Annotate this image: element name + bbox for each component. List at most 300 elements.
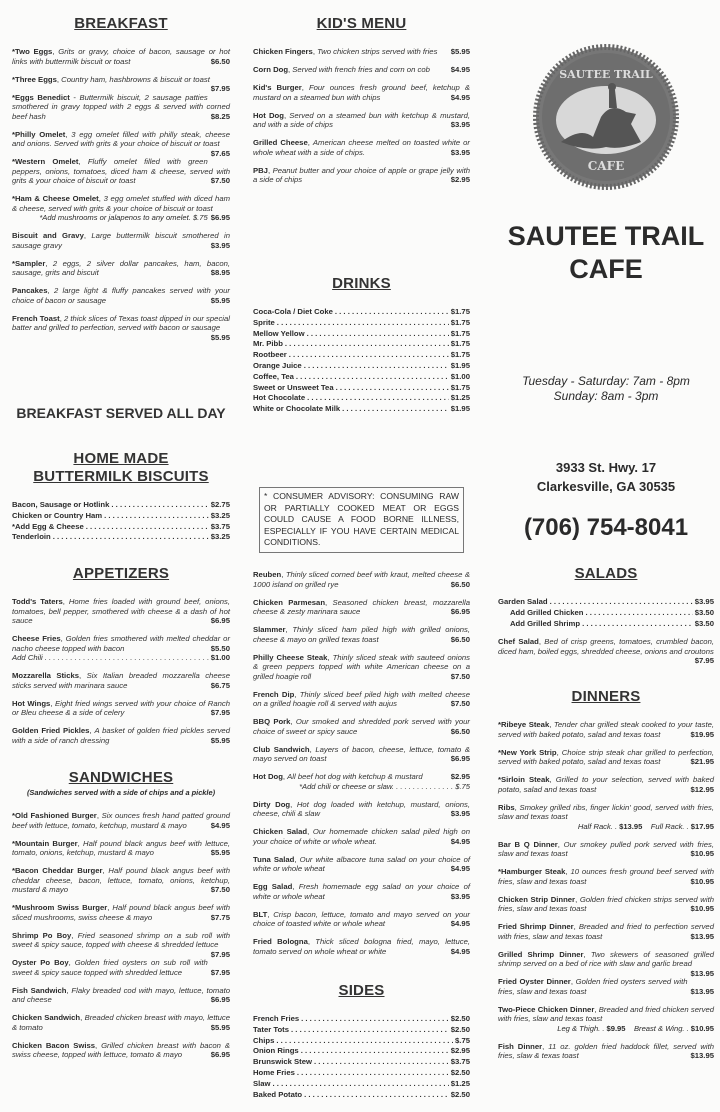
menu-item: *Western Omelet, Fluffy omelet filled with green peppers, onions, tomatoes, diced ham & cheese, served with grits & your choice of biscuit or toast $7.50 [12,157,230,185]
dot-leader [304,361,449,372]
item-options [498,1024,714,1034]
item-description: Our smokey pulled pork served with fries, slaw and texas toast [498,839,714,858]
item-name: Fried Bologna [253,937,308,946]
item-price: $1.25 [450,1078,470,1088]
menu-item: Oyster Po Boy, Golden fried oysters on sub roll with sweet & spicy sauce topped with shredded lettuce $7.95 [12,958,230,977]
sandwiches-section [12,769,230,1060]
item-name: Two-Piece Chicken Dinner [498,1004,595,1014]
item-description: Half pound black angus beef with lettuce, tomato, onions, ketchup, mustard & mayo [12,838,230,857]
item-price: $4.95 [450,836,470,846]
option-label: Breast & Wing. . [633,1023,689,1033]
item-price: $6.95 [210,616,230,625]
drinks-list [253,307,470,415]
item-name: Fried Oyster Dinner [498,977,571,986]
menu-item: Club Sandwich, Layers of bacon, cheese, lettuce, tomato & mayo served on toast $6.95 [253,744,470,763]
item-price: $6.50 [450,726,470,736]
item-price: $7.75 [210,912,230,922]
item-description: Fluffy omelet filled with green peppers, onions, tomatoes, diced ham & cheese, served with grits & your choice of biscuit or toast [12,157,230,185]
menu-item: Reuben, Thinly sliced corned beef with kraut, melted cheese & 1000 island on grilled rye $6.50 [253,570,470,589]
menu-item: French Toast, 2 thick slices of Texas toast dipped in our special batter and grilled to perfection, served with bacon or sausage $5.95 [12,313,230,342]
dot-leader [335,307,449,318]
item-price: $7.95 [210,949,230,959]
item-name: Coffee, Tea [253,371,294,381]
item-name: Chef Salad [498,637,539,647]
dinners-list [498,720,714,1061]
biscuits-list [12,500,230,543]
item-name: Hot Dog [253,110,284,120]
item-price: $13.95 [690,986,714,996]
item-price: $5.95 [450,47,470,56]
item-name: Onion Rings [253,1046,299,1056]
cafe-title [498,220,714,286]
item-price: $1.95 [450,360,470,370]
list-item [253,1025,470,1036]
menu-item: *New York Strip, Choice strip steak char grilled to perfection, served with baked potato, salad and texas toast $21.95 [498,747,714,766]
dot-leader [289,350,449,361]
item-price: $6.50 [450,579,470,589]
dot-leader [53,532,209,543]
list-item [253,383,470,394]
drinks-section [253,275,470,480]
appetizers-heading: APPETIZERS [72,565,170,582]
item-description: Served with french fries and corn on cob [292,65,430,74]
dot-leader [307,329,449,340]
item-price: $6.95 [210,1050,230,1059]
item-price: $6.95 [210,213,230,222]
menu-item: Kid's Burger, Four ounces fresh ground beef, ketchup & mustard on a steamed bun with chips $4.95 [253,83,470,102]
item-price: $5.95 [210,1022,230,1032]
option-price: $10.95 [690,1023,714,1033]
item-description: Golden fried chicken strips served with fries, slaw and texas toast [498,894,714,913]
item-description: Served on a steamed bun with ketchup & mustard, and with a side of chips [253,110,470,129]
menu-item: *Bacon Cheddar Burger, Half pound black angus beef with cheddar cheese, bacon, lettuce, tomato, onions, ketchup, mustard & mayo $7.50 [12,866,230,894]
item-name: Chips [253,1035,275,1045]
item-price: $4.95 [210,820,230,830]
dinners-heading: DINNERS [571,688,641,705]
item-description: 2 eggs, 2 silver dollar pancakes, ham, bacon, sausage, grits and biscuit [12,258,231,277]
item-name: Golden Fried Pickles [12,726,90,735]
biscuits-heading-line2: BUTTERMILK BISCUITS [33,468,209,485]
item-price: $13.95 [690,1051,714,1060]
item-name: Sprite [253,317,275,327]
dot-leader [291,1025,449,1036]
item-price: $7.95 [210,708,230,717]
biscuits-heading-line1: HOME MADE [73,450,169,467]
item-price: $7.95 [210,967,230,977]
menu-item: Egg Salad, Fresh homemade egg salad on your choice of white or whole wheat $3.95 [253,882,470,901]
item-price: $4.95 [450,92,470,102]
breakfast-list [12,47,231,342]
item-price: $1.75 [450,317,470,327]
advisory-section [253,487,470,570]
sides-list [253,1014,470,1100]
item-name: Grilled Shrimp Dinner [498,949,584,959]
address-city: Clarkesville, GA 30535 [536,479,676,494]
item-description: Country ham, hashbrowns & biscuit or toast [61,74,210,84]
item-price: $1.95 [450,404,470,414]
menu-item: Two-Piece Chicken Dinner, Breaded and fried chicken served with fries, slaw and texas toast [498,1004,714,1023]
item-description: 3 egg omelet filled with philly steak, cheese and onions. Served with grits & your choice of biscuit or toast [12,129,230,148]
item-name: *New York Strip [498,747,557,757]
appetizers-list [12,597,230,745]
list-item [12,532,230,543]
item-description: Thinly sliced corned beef with kraut, melted cheese & 1000 island on grilled rye [253,570,470,589]
middle-column [253,15,470,1100]
hours-weekday: Tuesday - Saturday: 7am - 8pm [522,374,690,388]
menu-item: *Mountain Burger, Half pound black angus beef with lettuce, tomato, onions, ketchup, mustard & mayo $5.95 [12,838,230,857]
item-price: $3.95 [694,597,714,606]
item-description: Our white albacore tuna salad on your choice of white or whole wheat [253,854,470,873]
biscuits-section [12,450,230,563]
item-price: $7.95 [210,84,230,93]
hours [498,374,714,404]
item-price: $4.95 [450,919,470,928]
item-price: $5.50 [210,643,230,653]
dot-leader [296,372,449,383]
item-name: Ribs [498,802,515,812]
item-name: Garden Salad [498,597,548,606]
item-price: $1.75 [450,350,470,360]
dot-leader [301,1014,449,1025]
option-price: $17.95 [690,821,714,831]
menu-item: Mozzarella Sticks, Six Italian breaded mozzarella cheese sticks served with marinara sauce $6.75 [12,671,230,690]
item-options [498,822,714,832]
item-price: $1.75 [450,339,470,349]
item-description: Four ounces fresh ground beef, ketchup & mustard on a steamed bun with chips [253,83,470,102]
item-name: Chicken Salad [253,827,308,836]
list-item [12,500,230,511]
item-description: All beef hot dog with ketchup & mustard [287,772,423,781]
menu-item: Chicken Salad, Our homemade chicken salad piled high on your choice of white or whole wheat. $4.95 [253,827,470,846]
menu-item: Golden Fried Pickles, A basket of golden fried pickles served with a side of ranch dressing $5.95 [12,726,230,745]
item-price: $3.50 [694,618,714,628]
hours-sunday: Sunday: 8am - 3pm [553,389,659,403]
menu-item: Hot Wings, Eight fried wings served with your choice of Ranch or Bleu cheese & a side of celery $7.95 [12,698,230,717]
item-name: *Ham & Cheese Omelet [12,194,99,203]
salads-list [498,637,714,666]
item-name: Club Sandwich [253,744,310,754]
menu-item: Fish Dinner, 11 oz. golden fried haddock fillet, served with fries, slaw & texas toast $13.95 [498,1041,715,1060]
item-description: Fried seasoned shrimp on a sub roll with sweet & spicy sauce, topped with cheese & shredded lettuce [12,930,230,949]
item-name: Hot Wings [12,698,51,708]
item-price: $2.95 [450,772,470,781]
item-name: Pancakes [12,286,48,295]
phone-number: (706) 754-8041 [523,514,689,541]
list-item [253,393,470,404]
dot-leader [342,404,449,415]
menu-item: Shrimp Po Boy, Fried seasoned shrimp on a sub roll with sweet & spicy sauce, topped with cheese & shredded lettuce $7.95 [12,930,230,959]
item-description: Golden fries smothered with melted cheddar or nacho cheese topped with bacon [12,634,230,653]
menu-item: Todd's Taters, Home fries loaded with ground beef, onions, tomatoes, bell pepper, smothered with cheese & a dash of hot sauce $6.95 [12,597,230,625]
drinks-heading: DRINKS [332,275,391,292]
item-price: $3.95 [450,809,470,818]
item-description: Breaded and fried chicken served with fries, slaw and texas toast [498,1004,714,1023]
menu-item: Chicken Sandwich, Breaded chicken breast with mayo, lettuce & tomato $5.95 [12,1013,230,1032]
kids-menu-heading: KID'S MENU [316,15,407,32]
list-item [253,1014,470,1025]
item-price: $2.50 [450,1014,470,1023]
dot-leader [582,619,693,630]
item-description: Our homemade chicken salad piled high on your choice of white or whole wheat. [253,827,470,846]
item-name: Chicken Strip Dinner [498,894,576,904]
item-description: Smokey grilled ribs, finger lickin' good, served with fries, slaw and texas toast [498,802,714,821]
item-name: Tuna Salad [253,854,295,864]
item-price: $5.95 [210,332,230,342]
item-name: Bar B Q Dinner [498,839,558,849]
item-price: $1.75 [450,328,470,338]
item-description: Eight fried wings served with your choice of Ranch or Bleu cheese & a side of celery [12,698,230,717]
item-name: Hot Dog [253,772,283,781]
item-name: *Sampler [12,258,46,268]
item-description: 2 thick slices of Texas toast dipped in our special batter and grilled to perfection, served with bacon or sausage [12,313,230,332]
menu-item: Slammer, Thinly sliced ham piled high with grilled onions, cheese & mayo on grilled texas toast $6.50 [253,625,470,644]
item-name: Brunswick Stew [253,1057,312,1067]
dot-leader [86,522,209,533]
item-description: Half pound black angus beef with cheddar cheese, bacon, lettuce, tomato, onions, ketchup, mustard & mayo [12,866,230,894]
item-description: Thinly sliced beef piled high with melted cheese on a grilled hoagie roll & served with aujus [253,689,470,708]
item-description: Thinly sliced steak with sauteed onions & green peppers topped with white American cheese on a grilled hoagie roll [253,652,470,681]
item-name: Coca-Cola / Diet Coke [253,307,333,316]
menu-item: Fried Shrimp Dinner, Breaded and fried to perfection served with fries, slaw and texas toast $13.95 [498,922,714,941]
dot-leader [276,1036,453,1047]
cafe-title-line2: CAFE [569,254,643,284]
item-price: $10.95 [690,849,714,858]
item-description: Grilled to your selection, served with baked potato, salad and texas toast [498,775,715,794]
item-name: Dirty Dog [253,799,291,809]
item-name: French Fries [253,1014,300,1023]
item-name: *Western Omelet [12,157,79,166]
list-item [253,339,470,350]
item-name: White or Chocolate Milk [253,404,341,414]
list-item [12,522,230,533]
addon-price: $1.00 [210,653,230,662]
item-name: Biscuit and Gravy [12,231,84,240]
sandwiches-subtitle: (Sandwiches served with a side of chips and a pickle) [26,788,216,797]
item-name: Tenderloin [12,532,51,542]
dot-leader [336,383,449,394]
item-name: Cheese Fries [12,634,61,643]
menu-item: Chicken Bacon Swiss, Grilled chicken breast with bacon & swiss cheese, topped with lettuce, tomato & mayo $6.95 [12,1040,230,1059]
item-name: *Ribeye Steak [498,720,550,729]
salads-rows [498,597,714,629]
item-price: $3.25 [210,510,230,520]
menu-item: *Hamburger Steak, 10 ounces fresh ground beef served with fries, slaw and texas toast $10.95 [498,867,714,886]
dot-leader [585,608,692,619]
appetizers-section [12,563,230,769]
item-name: Tater Tots [253,1024,290,1034]
menu-item: *Old Fashioned Burger, Six ounces fresh hand patted ground beef with lettuce, tomato, ketchup, mustard & mayo $4.95 [12,811,231,830]
menu-item: BBQ Pork, Our smoked and shredded pork served with your choice of sweet or spicy sauce $6.50 [253,717,470,736]
dinners-section [498,688,714,1061]
item-description: A basket of golden fried pickles served with a side of ranch dressing [12,726,230,745]
sandwiches-list-continued [253,570,470,956]
menu-item: Philly Cheese Steak, Thinly sliced steak with sauteed onions & green peppers topped with white American cheese on a grilled hoagie roll $7.50 [253,652,470,681]
menu-item: Grilled Cheese, American cheese melted on toasted white or whole wheat with a side of chips. $3.95 [253,138,470,157]
item-name: Hot Chocolate [253,393,306,403]
item-description: Two chicken strips served with fries [317,47,438,56]
item-name: Slaw [253,1078,271,1088]
kids-menu-section [253,15,470,275]
item-name: French Toast [12,313,60,323]
item-description: Large buttermilk biscuit smothered in sausage gravy [12,231,230,250]
menu-item: French Dip, Thinly sliced beef piled high with melted cheese on a grilled hoagie roll & served with aujus $7.50 [253,689,470,708]
menu-item: Chicken Parmesan, Seasoned chicken breast, mozzarella cheese & zesty marinara sauce $6.95 [253,597,470,616]
list-item [253,1090,470,1101]
item-price: $4.95 [450,65,470,74]
item-price: $7.50 [210,885,230,894]
sandwiches-continued-section [253,570,470,982]
item-description: 10 ounces fresh ground beef served with fries, slaw and texas toast [498,867,714,886]
dot-leader [314,1057,449,1068]
item-price: $3.75 [210,521,230,531]
item-name: Baked Potato [253,1089,303,1099]
item-price: $10.95 [690,904,714,913]
item-description: Fresh homemade egg salad on your choice of white or whole wheat [253,882,470,901]
item-description: Our smoked and shredded pork served with your choice of sweet or spicy sauce [253,717,470,736]
item-name: *Add Egg & Cheese [12,521,84,531]
item-price: $2.50 [450,1067,470,1077]
list-item [253,1079,470,1090]
item-price: $8.25 [210,111,230,121]
menu-item: Fried Bologna, Thick sliced bologna fried, mayo, lettuce, tomato served on whole wheat or white $4.95 [253,937,470,956]
menu-item: Fish Sandwich, Flaky breaded cod with mayo, lettuce, tomato and cheese $6.95 [12,985,231,1004]
dot-leader [104,511,209,522]
item-price: $1.25 [450,393,470,403]
menu-item: Chicken Fingers, Two chicken strips served with fries $5.95 [253,47,470,56]
item-name: *Eggs Benedict [12,92,70,102]
list-item [253,372,470,383]
option-label: Full Rack. . [650,821,689,831]
cafe-logo [498,42,714,197]
item-name: Shrimp Po Boy [12,930,72,940]
list-item [498,597,714,608]
sandwiches-list [12,811,230,1060]
item-description: Peanut butter and your choice of apple or grape jelly with a side of chips [253,165,471,184]
cafe-title-line1: SAUTEE TRAIL [507,221,705,251]
item-description: Tender char grilled steak cooked to your taste, served with baked potato, salad and texas toast [498,720,714,739]
item-description: Seasoned chicken breast, mozzarella cheese & zesty marinara sauce [253,597,470,616]
sides-heading: SIDES [338,982,385,999]
item-name: French Dip [253,689,295,699]
list-item [253,1068,470,1079]
sides-section [253,982,470,1100]
item-name: Mozzarella Sticks [12,671,80,680]
menu-item: Cheese Fries, Golden fries smothered with melted cheddar or nacho cheese topped with bacon $5.50 [12,634,230,653]
item-price: $13.95 [690,931,714,941]
item-price: $1.75 [450,307,470,316]
right-lower-column [498,565,714,1069]
option-label: Leg & Thigh. . [557,1023,605,1033]
item-price: $6.50 [450,634,470,644]
menu-item: Pancakes, 2 large light & fluffy pancakes served with your choice of bacon or sausage $5.95 [12,286,230,305]
item-price: $2.95 [450,1046,470,1056]
kids-menu-list [253,47,470,185]
item-name: PBJ [253,165,268,175]
menu-item: Ribs, Smokey grilled ribs, finger lickin' good, served with fries, slaw and texas toast [498,802,714,821]
item-name: *Old Fashioned Burger [12,811,97,820]
item-name: Bacon, Sausage or Hotlink [12,500,110,509]
item-price: $12.95 [690,784,714,794]
item-name: Todd's Taters [12,597,63,606]
menu-item: *Eggs Benedict - Buttermilk biscuit, 2 sausage patties smothered in gravy topped with 2 eggs & served with corned beef hash $8.25 [12,92,230,121]
item-description: Hot dog loaded with ketchup, mustard, onions, cheese, chili & slaw [253,799,470,818]
salads-heading: SALADS [574,565,638,582]
menu-item: Grilled Shrimp Dinner, Two skewers of seasoned grilled shrimp served on a bed of rice with slaw and garlic bread $13.95 [498,949,715,978]
item-description: Grilled chicken breast with bacon & swiss cheese, topped with lettuce, tomato & mayo [12,1040,230,1059]
item-price: $2.50 [450,1024,470,1034]
menu-item: *Three Eggs, Country ham, hashbrowns & biscuit or toast $7.95 [12,74,230,93]
menu-item: *Sampler, 2 eggs, 2 silver dollar pancakes, ham, bacon, sausage, grits and biscuit $8.95 [12,258,231,277]
item-description: 3 egg omelet stuffed with diced ham & cheese, served with grits & your choice of biscuit or toast [12,194,230,213]
item-price: $6.50 [210,56,230,66]
dot-leader [277,318,449,329]
menu-item: Dirty Dog, Hot dog loaded with ketchup, mustard, onions, cheese, chili & slaw $3.95 [253,799,470,818]
item-name: *Bacon Cheddar Burger [12,866,103,875]
item-name: Fried Shrimp Dinner [498,922,574,931]
item-name: *Mountain Burger [12,838,78,848]
item-name: Home Fries [253,1067,295,1077]
item-name: Fish Sandwich [12,985,67,995]
item-price: $2.95 [450,175,470,184]
dot-leader [297,1068,449,1079]
item-description: Six ounces fresh hand patted ground beef with lettuce, tomato, ketchup, mustard & mayo [12,811,231,830]
menu-item: Hot Dog, Served on a steamed bun with ketchup & mustard, and with a side of chips $3.95 [253,110,470,129]
dot-leader [285,339,449,350]
item-name: Add Grilled Chicken [510,607,584,617]
item-name: Orange Juice [253,360,302,370]
item-description: Home fries loaded with ground beef, onions, tomatoes, bell pepper, smothered with cheese & a dash of hot sauce [12,597,230,625]
item-name: *Sirloin Steak [498,775,550,784]
item-price: $3.95 [450,120,470,129]
item-price: $3.95 [450,891,470,901]
item-description: Grits or gravy, choice of bacon, sausage or hot links with buttermilk biscuit or toast [12,47,230,66]
item-name: BLT [253,909,268,919]
item-price: $19.95 [690,729,714,739]
item-description: Breaded chicken breast with mayo, lettuce & tomato [12,1013,230,1032]
item-name: Mellow Yellow [253,328,305,338]
item-description: Golden fried oysters served with fries, slaw and texas toast [498,977,688,996]
item-price: $6.95 [450,607,470,616]
option-price: $13.95 [619,821,643,831]
item-price: $5.95 [210,848,230,857]
item-price: $4.95 [450,946,470,956]
list-item [253,350,470,361]
item-price: $7.95 [694,656,714,666]
menu-item: Tuna Salad, Our white albacore tuna salad on your choice of white or whole wheat $4.95 [253,854,470,873]
menu-item: Hot Dog, All beef hot dog with ketchup & mustard $2.95 [253,772,470,781]
item-name: Chicken Fingers [253,47,313,56]
item-price: $.75 [455,1035,470,1045]
menu-item: Chicken Strip Dinner, Golden fried chicken strips served with fries, slaw and texas toast $10.95 [498,894,714,913]
item-price: $10.95 [690,876,714,886]
menu-item: *Sirloin Steak, Grilled to your selection, served with baked potato, salad and texas toast $12.95 [498,775,715,794]
dot-leader [550,597,693,608]
item-description: Two skewers of seasoned grilled shrimp served on a bed of rice with slaw and garlic bread [498,949,715,968]
list-item [253,329,470,340]
breakfast-section [12,15,230,405]
item-name: Corn Dog [253,65,289,74]
option-label: Half Rack. . [577,821,618,831]
dot-leader [304,1090,449,1101]
menu-item: Corn Dog, Served with french fries and corn on cob $4.95 [253,65,470,74]
addon-label: Add Chili [12,653,43,662]
item-price: $6.95 [450,754,470,763]
consumer-advisory: * CONSUMER ADVISORY: CONSUMING RAW OR PARTIALLY COOKED MEAT OR EGGS COULD CAUSE A FOOD BORNE ILLNESS, ESPECIALLY IF YOU HAVE CERTAIN MEDICAL CONDITIONS. [259,487,464,553]
item-description: Thick sliced bologna fried, mayo, lettuce, tomato served on whole wheat or white [253,937,470,956]
left-column [12,15,230,1068]
list-item [253,361,470,372]
list-item [253,1057,470,1068]
